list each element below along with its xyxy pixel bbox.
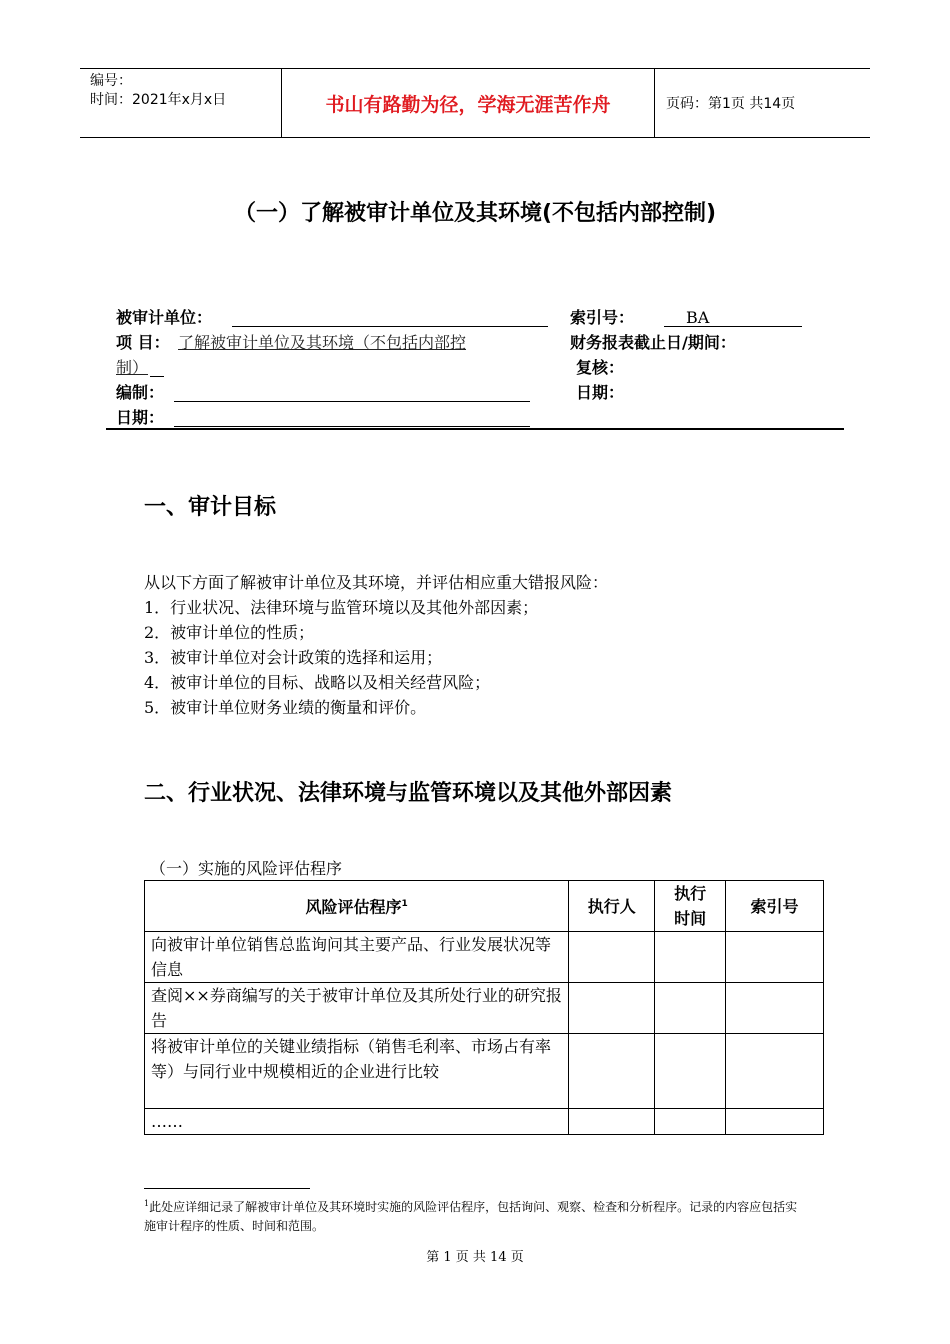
objective-item-2: 2．被审计单位的性质；	[144, 623, 315, 642]
header-meta	[80, 69, 282, 137]
procedure-cell: 查阅××券商编写的关于被审计单位及其所处行业的研究报告	[145, 983, 569, 1034]
objective-item-5: 5．被审计单位财务业绩的衡量和评价。	[144, 698, 427, 717]
footnote-text: 此处应详细记录了解被审计单位及其环境时实施的风险评估程序，包括询问、观察、检查和分析程序。记录的内容应包括实施审计程序的性质、时间和范围。	[144, 1200, 798, 1233]
project-value-line2: 制）	[116, 358, 149, 377]
index-cell[interactable]	[726, 983, 824, 1034]
table-row	[145, 932, 824, 983]
executor-cell[interactable]	[569, 1034, 655, 1109]
document-title: （一）了解被审计单位及其环境(不包括内部控制)	[233, 201, 717, 226]
index-label: 索引号：	[570, 308, 635, 327]
info-divider	[106, 428, 844, 430]
header-page-info: 页码：第1页 共14页	[666, 96, 796, 112]
period-label: 财务报表截止日/期间：	[570, 333, 736, 352]
exec-time-cell[interactable]	[655, 932, 726, 983]
risk-procedure-table	[144, 880, 824, 1135]
col-header-executor: 执行人	[569, 881, 655, 932]
table-header-row	[145, 881, 824, 932]
header-motto: 书山有路勤为径，学海无涯苦作舟	[282, 69, 655, 137]
project-field-line	[150, 376, 164, 377]
index-field-line	[664, 326, 802, 327]
section1-heading: 一、审计目标	[144, 495, 277, 520]
executor-cell[interactable]	[569, 932, 655, 983]
table-row	[145, 1109, 824, 1135]
doc-date-label: 时间：2021年x月x日	[90, 92, 227, 108]
prepared-label: 编制：	[116, 383, 165, 402]
date-label-right: 日期：	[576, 383, 625, 402]
section2-subheading: （一）实施的风险评估程序	[150, 859, 343, 878]
footnote	[144, 1194, 804, 1236]
objective-item-4: 4．被审计单位的目标、战略以及相关经营风险；	[144, 673, 491, 692]
exec-time-cell[interactable]	[655, 983, 726, 1034]
index-cell[interactable]	[726, 932, 824, 983]
procedure-cell: 将被审计单位的关键业绩指标（销售毛利率、市场占有率等）与同行业中规模相近的企业进行比较	[145, 1034, 569, 1109]
project-value-line1: 了解被审计单位及其环境（不包括内部控	[178, 333, 467, 352]
prepared-field-line	[174, 401, 530, 402]
entity-label: 被审计单位：	[116, 308, 213, 327]
procedure-cell: 向被审计单位销售总监询问其主要产品、行业发展状况等信息	[145, 932, 569, 983]
index-cell[interactable]	[726, 1034, 824, 1109]
exec-time-cell[interactable]	[655, 1109, 726, 1135]
page-footer: 第 1 页 共 14 页	[426, 1250, 524, 1265]
procedure-cell: ……	[145, 1109, 569, 1135]
objective-item-3: 3．被审计单位对会计政策的选择和运用；	[144, 648, 443, 667]
entity-field-line	[232, 326, 548, 327]
section1-body	[144, 570, 804, 720]
col-header-exec-time: 执行时间	[655, 881, 726, 932]
index-value: BA	[686, 308, 710, 327]
section1-intro: 从以下方面了解被审计单位及其环境，并评估相应重大错报风险：	[144, 573, 609, 592]
objective-item-1: 1．行业状况、法律环境与监管环境以及其他外部因素；	[144, 598, 539, 617]
date-label-left: 日期：	[116, 408, 165, 427]
table-row	[145, 1034, 824, 1109]
footnote-mark: 1	[144, 1199, 150, 1208]
doc-number-label: 编号：	[90, 73, 132, 89]
footnote-separator	[144, 1188, 310, 1189]
col-header-procedure: 风险评估程序$^1$	[145, 881, 569, 932]
executor-cell[interactable]	[569, 1109, 655, 1135]
exec-time-cell[interactable]	[655, 1034, 726, 1109]
page-header	[80, 68, 870, 138]
project-label: 项 目：	[116, 333, 170, 352]
table-row	[145, 983, 824, 1034]
col-header-index: 索引号	[726, 881, 824, 932]
date-field-line	[174, 426, 530, 427]
review-label: 复核：	[576, 358, 625, 377]
executor-cell[interactable]	[569, 983, 655, 1034]
section2-heading: 二、行业状况、法律环境与监管环境以及其他外部因素	[144, 781, 673, 806]
index-cell[interactable]	[726, 1109, 824, 1135]
